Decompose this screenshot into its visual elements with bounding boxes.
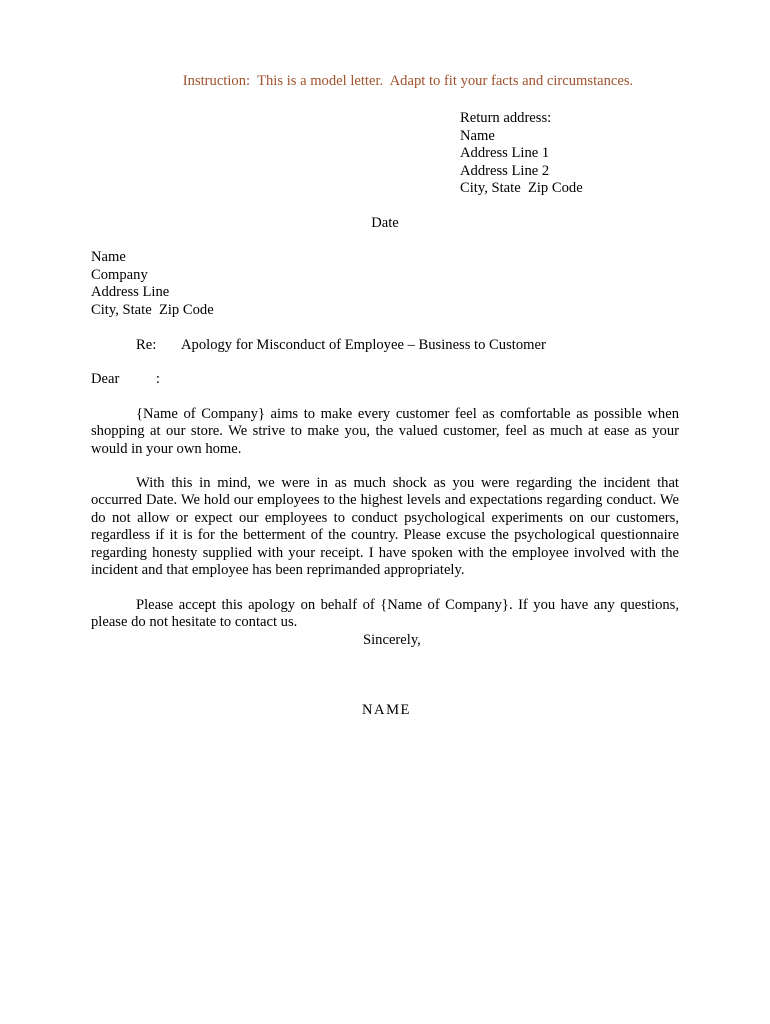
closing: Sincerely, <box>363 632 421 648</box>
instruction-note: Instruction: This is a model letter. Adapt to fit your facts and circumstances. <box>182 73 634 89</box>
return-address-city: City, State Zip Code <box>460 180 583 196</box>
body-paragraph-3: Please accept this apology on behalf of {Name of Company}. If you have any questions, please do not hesitate to contact us. <box>91 597 679 631</box>
recipient-company: Company <box>91 266 148 283</box>
subject-label: Re: <box>136 337 157 353</box>
return-address-block <box>460 110 583 198</box>
recipient-city: City, State Zip Code <box>91 301 214 318</box>
recipient-address-line: Address Line <box>91 284 170 300</box>
return-address-line1: Address Line 1 <box>460 145 550 161</box>
letter-date: Date <box>371 215 399 231</box>
subject-line <box>136 337 546 354</box>
body-paragraph-1: {Name of Company} aims to make every customer feel as comfortable as possible when shopping at our store. We strive to make you, the valued customer, feel as much at ease as your would in your own home. <box>91 406 679 457</box>
return-address-line2: Address Line 2 <box>460 162 550 179</box>
return-address-name: Name <box>460 127 495 144</box>
body-paragraph-2: With this in mind, we were in as much shock as you were regarding the incident that occurred Date. We hold our employees to the highest levels and expectations regarding conduct. We do not allow or expect our employees to conduct psychological experiments on our customers, regardless if it is for the betterment of the country. Please excuse the psychological questionnaire regarding honesty supplied with your receipt. I have spoken with the employee involved with the incident and that employee has been reprimanded appropriately. <box>91 475 679 579</box>
subject-text: Apology for Misconduct of Employee – Business to Customer <box>181 337 546 353</box>
signature-name: NAME <box>362 702 411 718</box>
recipient-address-block <box>91 249 214 319</box>
salutation: Dear : <box>91 371 160 387</box>
recipient-name: Name <box>91 249 126 265</box>
return-address-label: Return address: <box>460 110 552 126</box>
